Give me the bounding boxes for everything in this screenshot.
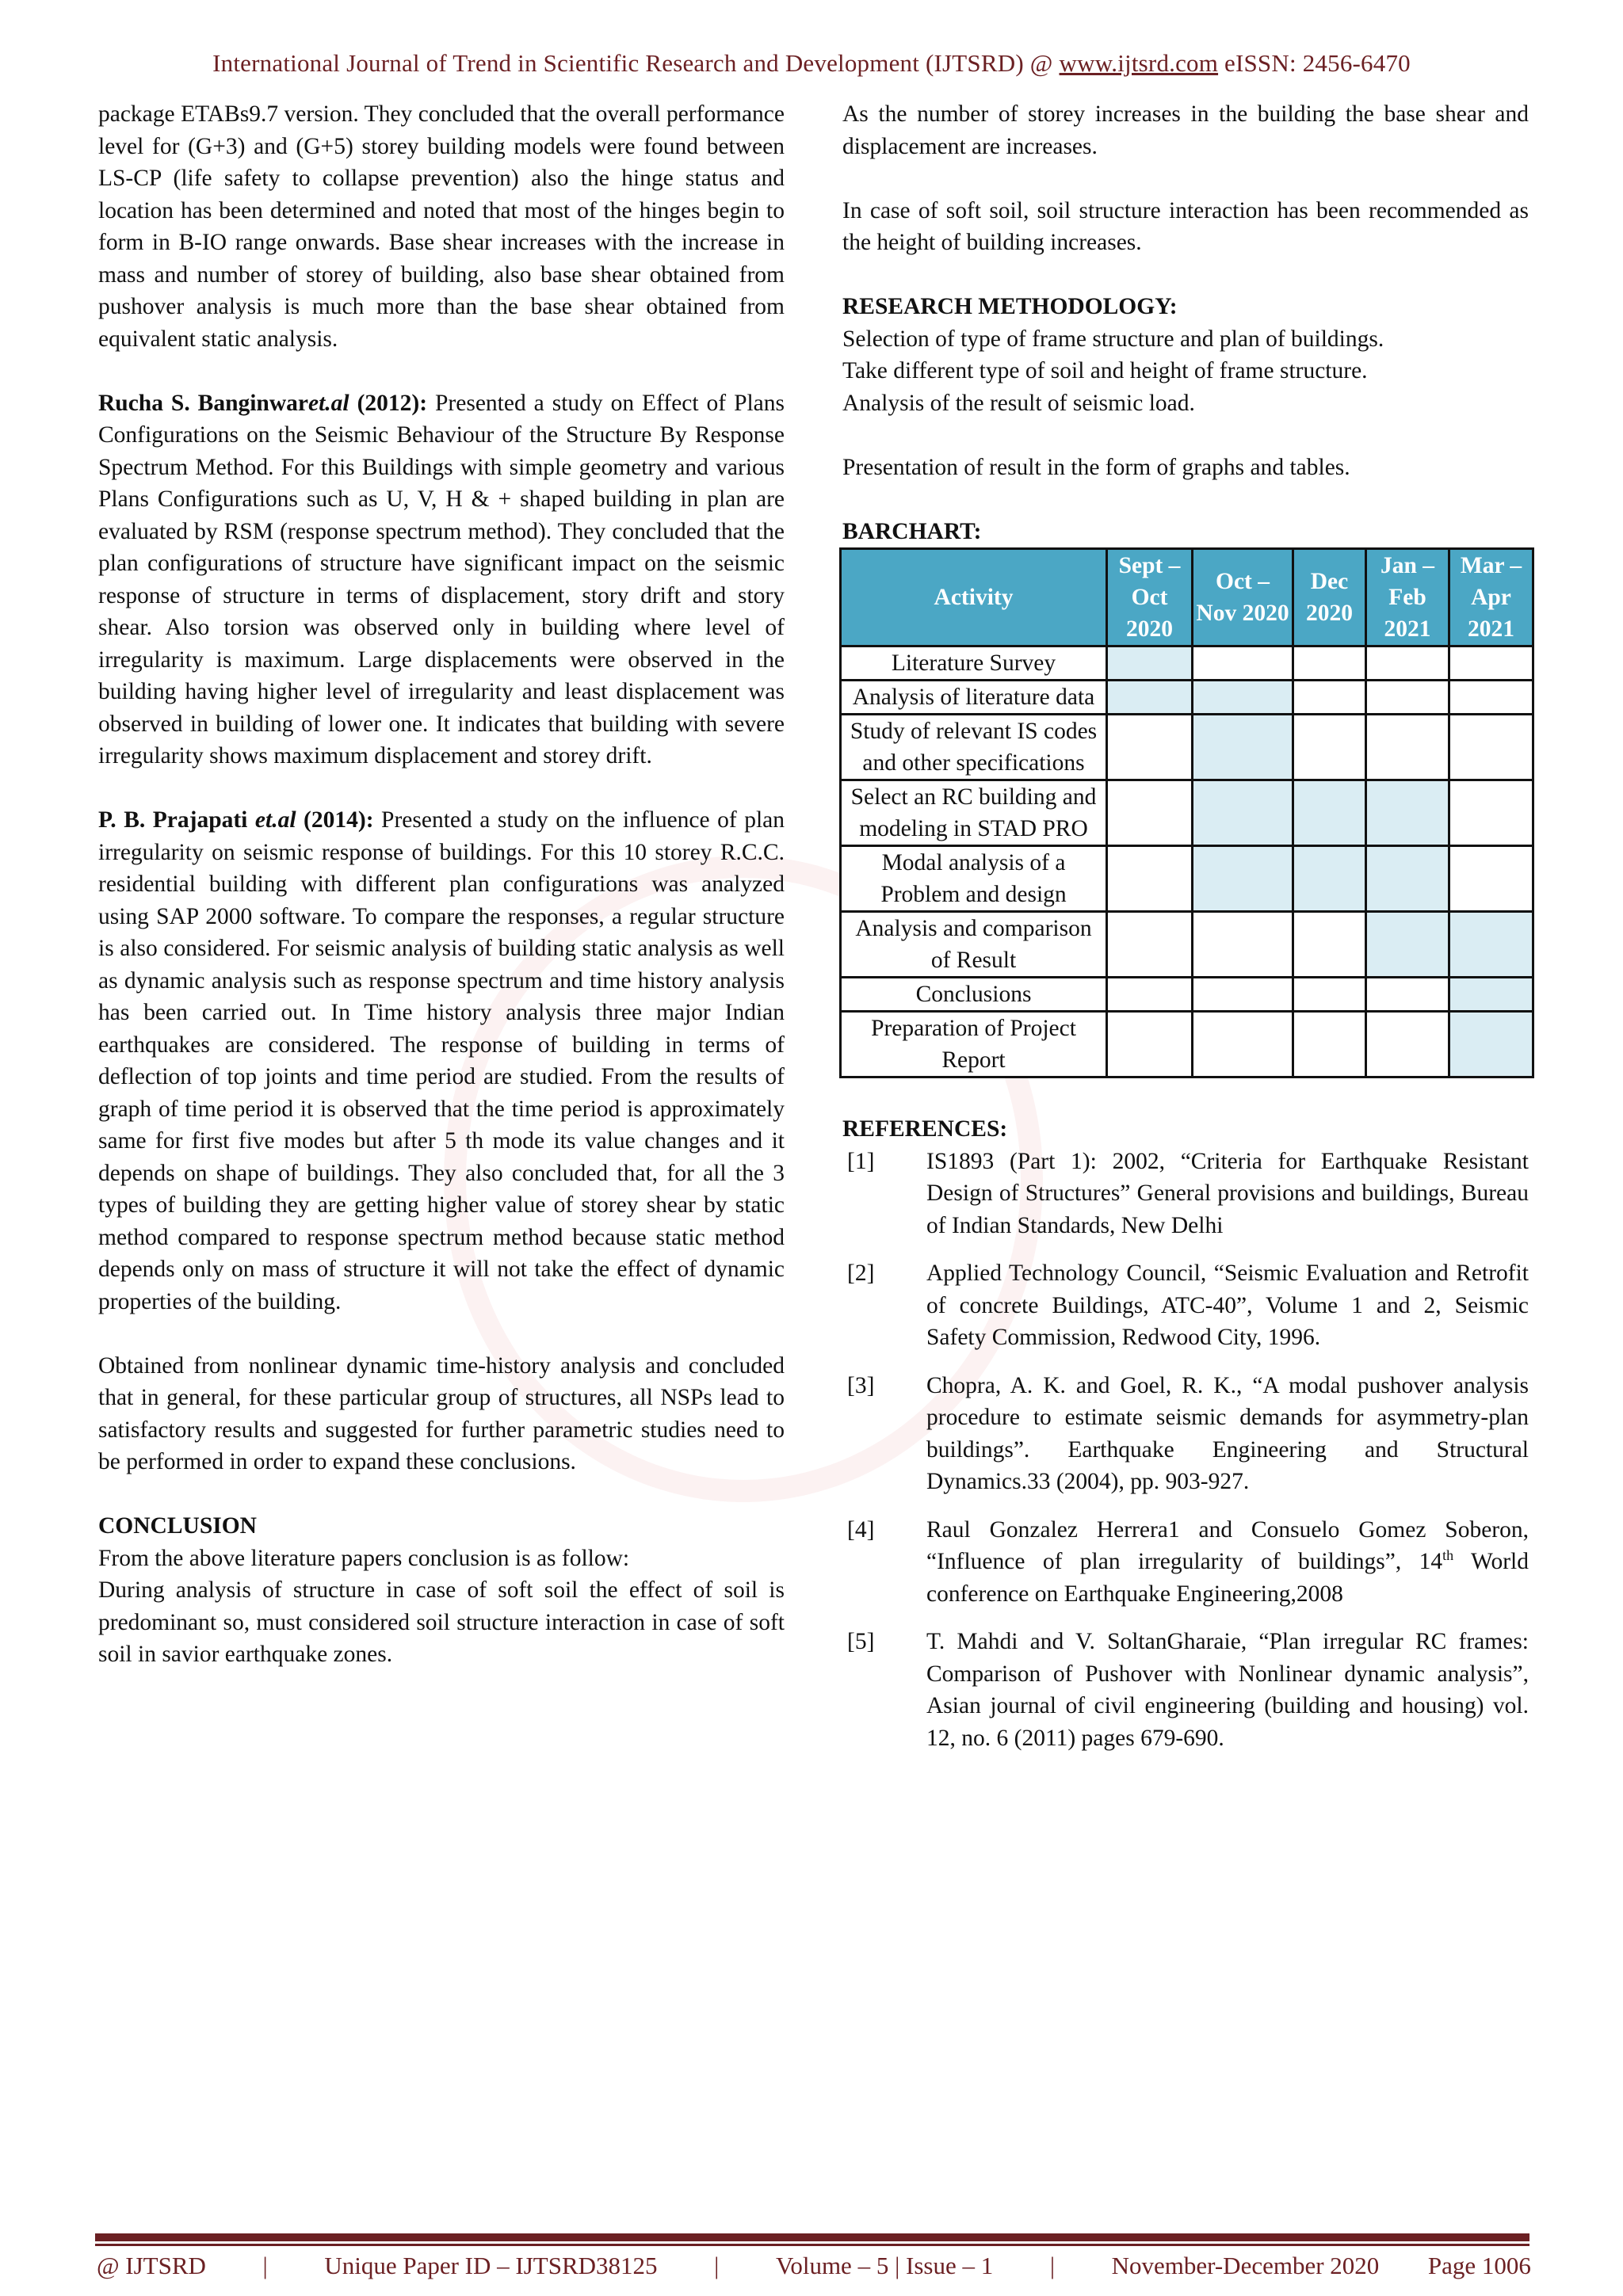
footer-separator: | [714,2252,720,2279]
reference-number: [1] [847,1148,875,1174]
reference-text [926,1514,1529,1611]
table-row [841,978,1533,1012]
schedule-cell [1193,1012,1293,1077]
schedule-cell [1193,715,1293,780]
paragraph-nonlinear-analysis: Obtained from nonlinear dynamic time-history analysis and concluded that in general, for these particular group of structures, all NSPs lead to satisfactory results and suggested for further parametric studies need to be performed in order to expand these conclusions. [98,1352,785,1474]
schedule-cell [1193,681,1293,715]
reference-item [842,1514,1529,1611]
page-footer [97,2252,1531,2280]
footer-divider-thick [95,2233,1529,2241]
summary-text: Presented a study on the influence of plan irregularity on seismic response of buildings. For this 10 storey R.C.C. residential building with different plan configurations was analyzed using SAP 2000 software. To compare the responses, a regular structure is also considered. For seismic analysis of building static analysis as well as dynamic analysis such as response spectrum and time history analysis has been carried out. In Time history analysis three major Indian earthquakes are considered. The response of building in terms of deflection of top joints and time period are studied. From the results of graph of time period it is observed that the time period is approximately same for first five modes but after 5 th mode its value changes and it depends on shape of buildings. They also concluded that, for all the 3 types of building they are getting higher value of storey shear by static method compared to response spectrum method because static method depends only on mass of structure it will not take the effect of dynamic properties of the building. [98,807,785,1314]
conclusion-heading: CONCLUSION [98,1513,257,1539]
activity-cell: Literature Survey [841,646,1107,681]
paragraph-prajapati [98,804,785,1318]
schedule-cell [1107,715,1193,780]
et-al: et.al [254,807,296,833]
reference-text-part: World conference on Earthquake Engineering,2008 [926,1549,1529,1607]
schedule-cell [1107,780,1193,846]
paragraph-etabs-conclusion: package ETABs9.7 version. They concluded that the overall performance level for (G+3) and (G+5) storey building models were found between LS-CP (life safety to collapse prevention) also the hinge status and location has been determined and noted that most of the hinges begin to form in B-IO range onwards. Base shear increases with the increase in mass and number of storey of building, also base shear obtained from pushover analysis is much more than the base shear obtained from equivalent static analysis. [98,101,785,352]
schedule-cell [1293,912,1366,978]
methodology-step: Analysis of the result of seismic load. [842,390,1195,416]
author-name: Rucha S. Banginwar [98,390,308,416]
table-row [841,846,1533,912]
reference-number: [5] [847,1629,875,1654]
barchart-table [839,547,1534,1078]
methodology-step: Selection of type of frame structure and plan of buildings. [842,326,1384,352]
superscript: th [1442,1547,1454,1564]
right-column [842,98,1529,1770]
footer-volume-issue: Volume – 5 | Issue – 1 [775,2252,994,2279]
left-column [98,98,785,1671]
schedule-cell [1366,780,1449,846]
activity-cell: Study of relevant IS codes and other specifications [841,715,1107,780]
schedule-cell [1293,846,1366,912]
activity-cell: Analysis and comparison of Result [841,912,1107,978]
reference-number: [4] [847,1516,875,1543]
table-row [841,715,1533,780]
schedule-cell [1293,780,1366,846]
year: (2012): [349,390,428,416]
schedule-cell [1449,1012,1533,1077]
reference-item [842,1146,1529,1242]
schedule-cell [1366,646,1449,681]
reference-item [842,1626,1529,1754]
schedule-cell [1107,846,1193,912]
schedule-cell [1293,1012,1366,1077]
schedule-cell [1193,912,1293,978]
reference-text: Chopra, A. K. and Goel, R. K., “A modal pushover analysis procedure to estimate seismic demands for asymmetry-plan buildings”. Earthquake Engineering and Structural Dynamics.33 (2004), pp. 903-927. [926,1372,1529,1494]
barchart-header-row [841,549,1533,646]
schedule-cell [1449,646,1533,681]
barchart-body [841,646,1533,1077]
paragraph-storey-increase: As the number of storey increases in the building the base shear and displacement are increases. [842,101,1529,159]
footer-separator: | [262,2252,268,2279]
year: (2014): [296,807,374,833]
footer-copyright: @ IJTSRD [97,2252,206,2279]
column-header-mar-apr: Mar – Apr 2021 [1449,549,1533,646]
reference-item [842,1257,1529,1354]
paragraph-soft-soil: In case of soft soil, soil structure interaction has been recommended as the height of building increases. [842,197,1529,255]
column-header-sept-oct: Sept – Oct 2020 [1107,549,1193,646]
column-header-dec: Dec 2020 [1293,549,1366,646]
reference-text: Applied Technology Council, “Seismic Evaluation and Retrofit of concrete Buildings, ATC-40”, Volume 1 and 2, Seismic Safety Commission, Redwood City, 1996. [926,1261,1529,1350]
schedule-cell [1366,978,1449,1012]
schedule-cell [1449,715,1533,780]
schedule-cell [1366,912,1449,978]
schedule-cell [1449,681,1533,715]
footer-page-number: Page 1006 [1427,2252,1531,2279]
schedule-cell [1293,646,1366,681]
schedule-cell [1449,978,1533,1012]
activity-cell: Analysis of literature data [841,681,1107,715]
reference-number: [2] [847,1261,875,1286]
schedule-cell [1107,681,1193,715]
schedule-cell [1107,912,1193,978]
schedule-cell [1449,912,1533,978]
footer-divider-thin [95,2244,1529,2246]
schedule-cell [1193,846,1293,912]
schedule-cell [1366,681,1449,715]
column-header-oct-nov: Oct – Nov 2020 [1193,549,1293,646]
footer-separator: | [1049,2252,1056,2279]
schedule-cell [1293,681,1366,715]
running-header [0,49,1623,78]
conclusion-text: During analysis of structure in case of soft soil the effect of soil is predominant so, must considered soil structure interaction in case of soft soil in savior earthquake zones. [98,1577,785,1667]
schedule-cell [1193,978,1293,1012]
reference-text: T. Mahdi and V. SoltanGharaie, “Plan irregular RC frames: Comparison of Pushover with Nonlinear dynamic analysis”, Asian journal of civil engineering (building and housing) vol. 12, no. 6 (2011) pages 679-690. [926,1629,1529,1751]
presentation-line: Presentation of result in the form of graphs and tables. [842,454,1350,480]
methodology-step: Take different type of soil and height of frame structure. [842,358,1368,383]
schedule-cell [1107,646,1193,681]
schedule-cell [1449,846,1533,912]
activity-cell: Modal analysis of a Problem and design [841,846,1107,912]
journal-name: International Journal of Trend in Scientific Research and Development (IJTSRD) @ [212,49,1060,77]
methodology-heading: RESEARCH METHODOLOGY: [842,294,1178,319]
references-list [842,1146,1529,1755]
table-row [841,681,1533,715]
column-header-jan-feb: Jan – Feb 2021 [1366,549,1449,646]
schedule-cell [1366,1012,1449,1077]
reference-item [842,1370,1529,1498]
et-al: et.al [308,390,349,416]
table-row [841,646,1533,681]
schedule-cell [1449,780,1533,846]
reference-text: IS1893 (Part 1): 2002, “Criteria for Earthquake Resistant Design of Structures” General provisions and buildings, Bureau of Indian Standards, New Delhi [926,1148,1529,1238]
table-row [841,1012,1533,1077]
barchart-heading: BARCHART: [842,518,982,544]
reference-number: [3] [847,1372,875,1398]
paragraph-banginwar [98,387,785,772]
activity-cell: Conclusions [841,978,1107,1012]
journal-website-link[interactable]: www.ijtsrd.com [1059,49,1219,77]
activity-cell: Select an RC building and modeling in STAD PRO [841,780,1107,846]
conclusion-intro: From the above literature papers conclusion is as follow: [98,1545,630,1571]
column-header-activity: Activity [841,549,1107,646]
footer-date: November-December 2020 [1111,2252,1380,2279]
footer-paper-id: Unique Paper ID – IJTSRD38125 [324,2252,658,2279]
table-row [841,912,1533,978]
schedule-cell [1293,715,1366,780]
summary-text: Presented a study on Effect of Plans Configurations on the Seismic Behaviour of the Structure By Response Spectrum Method. For this Buildings with simple geometry and various Plans Configurations such as U, V, H & + shaped building in plan are evaluated by RSM (response spectrum method). They concluded that the plan configurations of structure have significant impact on the seismic response of structure in terms of displacement, story drift and story shear. Also torsion was observed only in building where level of irregularity is maximum. Large displacements were observed in the building having higher level of irregularity and least displacement was observed in building of lower one. It indicates that building with severe irregularity shows maximum displacement and storey drift. [98,390,785,769]
schedule-cell [1193,780,1293,846]
table-row [841,780,1533,846]
issn: eISSN: 2456-6470 [1218,49,1411,77]
references-heading: REFERENCES: [842,1116,1008,1142]
schedule-cell [1193,646,1293,681]
reference-text-part: Raul Gonzalez Herrera1 and Consuelo Gomez Soberon, “Influence of plan irregularity of buildings”, 14 [926,1516,1529,1574]
schedule-cell [1366,846,1449,912]
schedule-cell [1107,1012,1193,1077]
schedule-cell [1107,978,1193,1012]
schedule-cell [1293,978,1366,1012]
activity-cell: Preparation of Project Report [841,1012,1107,1077]
schedule-cell [1366,715,1449,780]
author-name: P. B. Prajapati [98,807,255,833]
